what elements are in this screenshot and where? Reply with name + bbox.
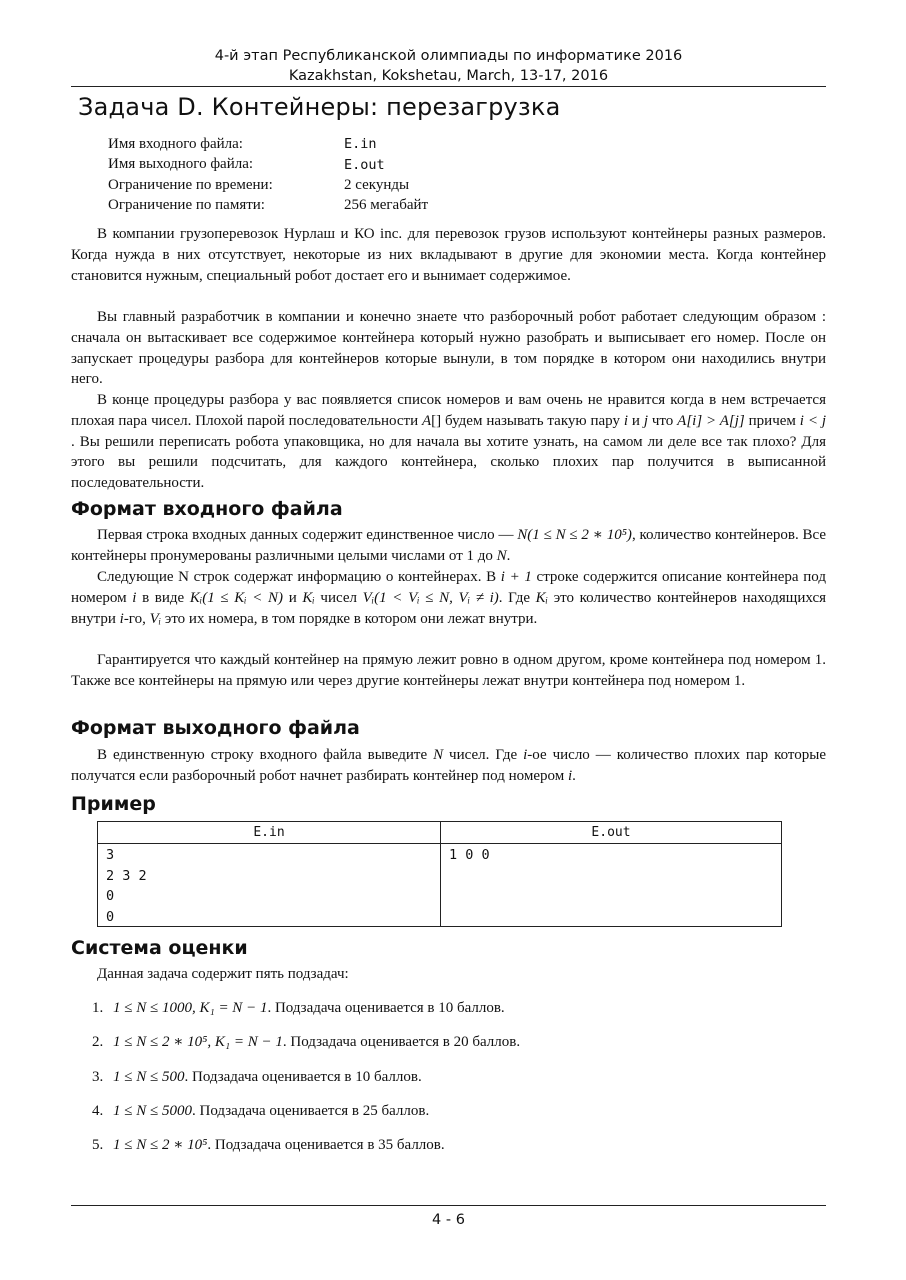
subtask-number: 2. [92,1034,104,1050]
page-header [71,46,826,86]
subtask-item [92,1101,429,1121]
problem-title: Задача D. Контейнеры: перезагрузка [78,93,561,121]
example-output-body [441,844,781,866]
output-file-label: Имя выходного файла: [108,156,254,173]
example-table [97,821,782,927]
limits-row [108,175,428,196]
math-span: Vᵢ(1 < Vᵢ ≤ N, Vᵢ ≠ i) [362,589,499,606]
example-output-column [441,822,781,926]
text-span: В единственную строку входного файла выведите [97,747,434,763]
text-span: чисел. Где [443,747,524,763]
input-paragraph-2 [71,567,826,629]
output-paragraph-1 [71,745,826,787]
math-span: j [643,412,648,429]
subtask-number: 3. [92,1069,104,1085]
math-span: N [496,547,507,564]
text-span: и [283,589,303,606]
text-span: , количество контейнеров. Все контейнеры пронумерованы различными целыми числами от 1 до [71,527,827,564]
subtask-number: 4. [92,1103,104,1119]
subtask-item [92,998,505,1018]
subtask-item [92,1032,520,1052]
math-span: i [567,767,573,784]
scoring-intro: Данная задача содержит пять подзадач: [97,966,349,982]
text-span: В конце процедуры разбора у вас появляется список номеров и вам очень не нравится когда в нем встречается плохая пара чисел. Плохой парой последовательности [71,392,826,429]
limits-row [108,134,428,155]
subtask-points: . Подзадача оценивается в 20 баллов. [282,1034,521,1050]
math-span: N [433,747,444,763]
statement-paragraph-1: В компании грузоперевозок Нурлаш и КО inc. для перевозок грузов используют контейнеры разных размеров. Когда нужда в них отсутствует, некоторые из них вкладывают в другие для экономии места. Когда контейнер становится нужным, специальный робот достает его и вынимает содержимое. [71,226,826,284]
footer-rule [71,1205,826,1206]
example-heading: Пример [71,793,156,815]
text-span: в виде [136,589,190,606]
text-span: чисел [314,589,363,606]
input-paragraph-3: Гарантируется что каждый контейнер на прямую лежит ровно в одном другом, кроме контейнера под номером 1. Также все контейнеры на прямую или через другие контейнеры лежат внутри контейнера под номером 1. [71,652,826,689]
math-span: A [422,412,432,429]
text-span: это количество контейнеров находящихся внутри [71,589,827,627]
text-span: причем [744,412,800,429]
subtask-constraint: 1 ≤ N ≤ 5000 [113,1103,192,1119]
math-span: Vᵢ [149,610,162,627]
math-span: i [623,412,629,429]
header-olympiad-title: 4-й этап Республиканской олимпиады по информатике 2016 [214,48,683,64]
math-span: i [523,747,528,763]
subtask-number: 1. [92,1000,104,1016]
header-rule [71,86,826,87]
text-span: что [648,412,678,429]
math-span: i [132,589,137,606]
output-file-value: E.out [344,156,385,173]
example-input-body [98,844,440,927]
text-span: и [628,412,644,429]
subtask-item [92,1135,445,1155]
input-paragraph-1 [71,525,826,567]
time-limit-value: 2 секунды [344,176,410,193]
output-format-heading: Формат выходного файла [71,717,360,739]
math-span: A[i] > A[j] [677,412,745,429]
subtask-number: 5. [92,1137,104,1153]
math-span: N(1 ≤ N ≤ 2 ∗ 10⁵) [517,527,632,543]
example-input-line: 3 [106,847,115,863]
example-input-line: 0 [106,888,115,904]
math-span: Kᵢ(1 ≤ Kᵢ < N) [189,589,284,606]
text-span: Следующие N строк содержат информацию о контейнерах. В [97,569,501,585]
example-output-line: 1 0 0 [449,847,490,863]
subtask-constraint: 1 ≤ N ≤ 2 ∗ 10⁵, K₁ = N − 1 [113,1034,283,1050]
subtask-points: . Подзадача оценивается в 25 баллов. [191,1103,430,1119]
statement-paragraph-2: Вы главный разработчик в компании и конечно знаете что разборочный робот работает следующим образом : сначала он вытаскивает все содержимое контейнера который нужно разобрать и выписывает его номер. После он запускает процедуры разбора для контейнеров которые вынули, в том порядке в котором они находились внутри него. [71,309,826,388]
subtask-item [92,1067,422,1087]
subtask-constraint: 1 ≤ N ≤ 1000, K₁ = N − 1 [113,1000,268,1016]
input-format-heading: Формат входного файла [71,498,343,520]
limits-row [108,196,428,217]
statement-paragraph-3 [71,390,826,494]
math-span: Kᵢ [302,589,315,606]
subtask-points: . Подзадача оценивается в 35 баллов. [207,1137,445,1153]
subtask-constraint: 1 ≤ N ≤ 2 ∗ 10⁵ [113,1137,208,1153]
math-span: i [119,610,124,627]
input-file-label: Имя входного файла: [108,135,243,152]
math-span: i + 1 [500,569,532,585]
example-input-line: 0 [106,908,115,925]
memory-limit-label: Ограничение по памяти: [108,197,265,214]
subtask-points: . Подзадача оценивается в 10 баллов. [267,1000,505,1016]
header-location-date: Kazakhstan, Kokshetau, March, 13-17, 2016 [288,68,609,84]
example-input-line: 2 3 2 [106,867,147,884]
memory-limit-value: 256 мегабайт [344,197,429,214]
text-span: . [572,767,576,784]
example-input-column [98,822,441,926]
text-span: строке содержится описание контейнера под номером [71,569,826,606]
text-span: . Где [498,589,536,606]
text-span: -ое число — количество плохих пар которые получатся если разборочный робот начнет разбирать контейнер под номером [71,747,826,784]
text-span: -го, [123,610,150,627]
text-span: [] будем называть такую пару [431,412,624,429]
page-number: 4 - 6 [432,1212,465,1228]
subtask-constraint: 1 ≤ N ≤ 500 [113,1069,185,1085]
limits-row [108,155,428,176]
input-file-value: E.in [344,136,377,153]
math-span: i < j [799,412,827,429]
example-input-header: E.in [98,822,440,844]
problem-limits-table [108,134,428,216]
text-span: это их номера, в том порядке в котором они лежат внутри. [161,610,538,627]
subtask-points: . Подзадача оценивается в 10 баллов. [184,1069,422,1085]
text-span: Первая строка входных данных содержит единственное число — [97,527,518,543]
example-output-header: E.out [441,822,781,844]
text-span: . Вы решили переписать робота упаковщика, но для начала вы хотите узнать, на самом ли деле все так плохо? Для этого вы решили подсчитать, для каждого контейнера, сколько плохих пар получится в выписанной последовательности. [71,433,826,492]
math-span: Kᵢ [535,589,549,606]
text-span: . [506,547,511,564]
time-limit-label: Ограничение по времени: [108,176,273,193]
scoring-heading: Система оценки [71,937,248,959]
